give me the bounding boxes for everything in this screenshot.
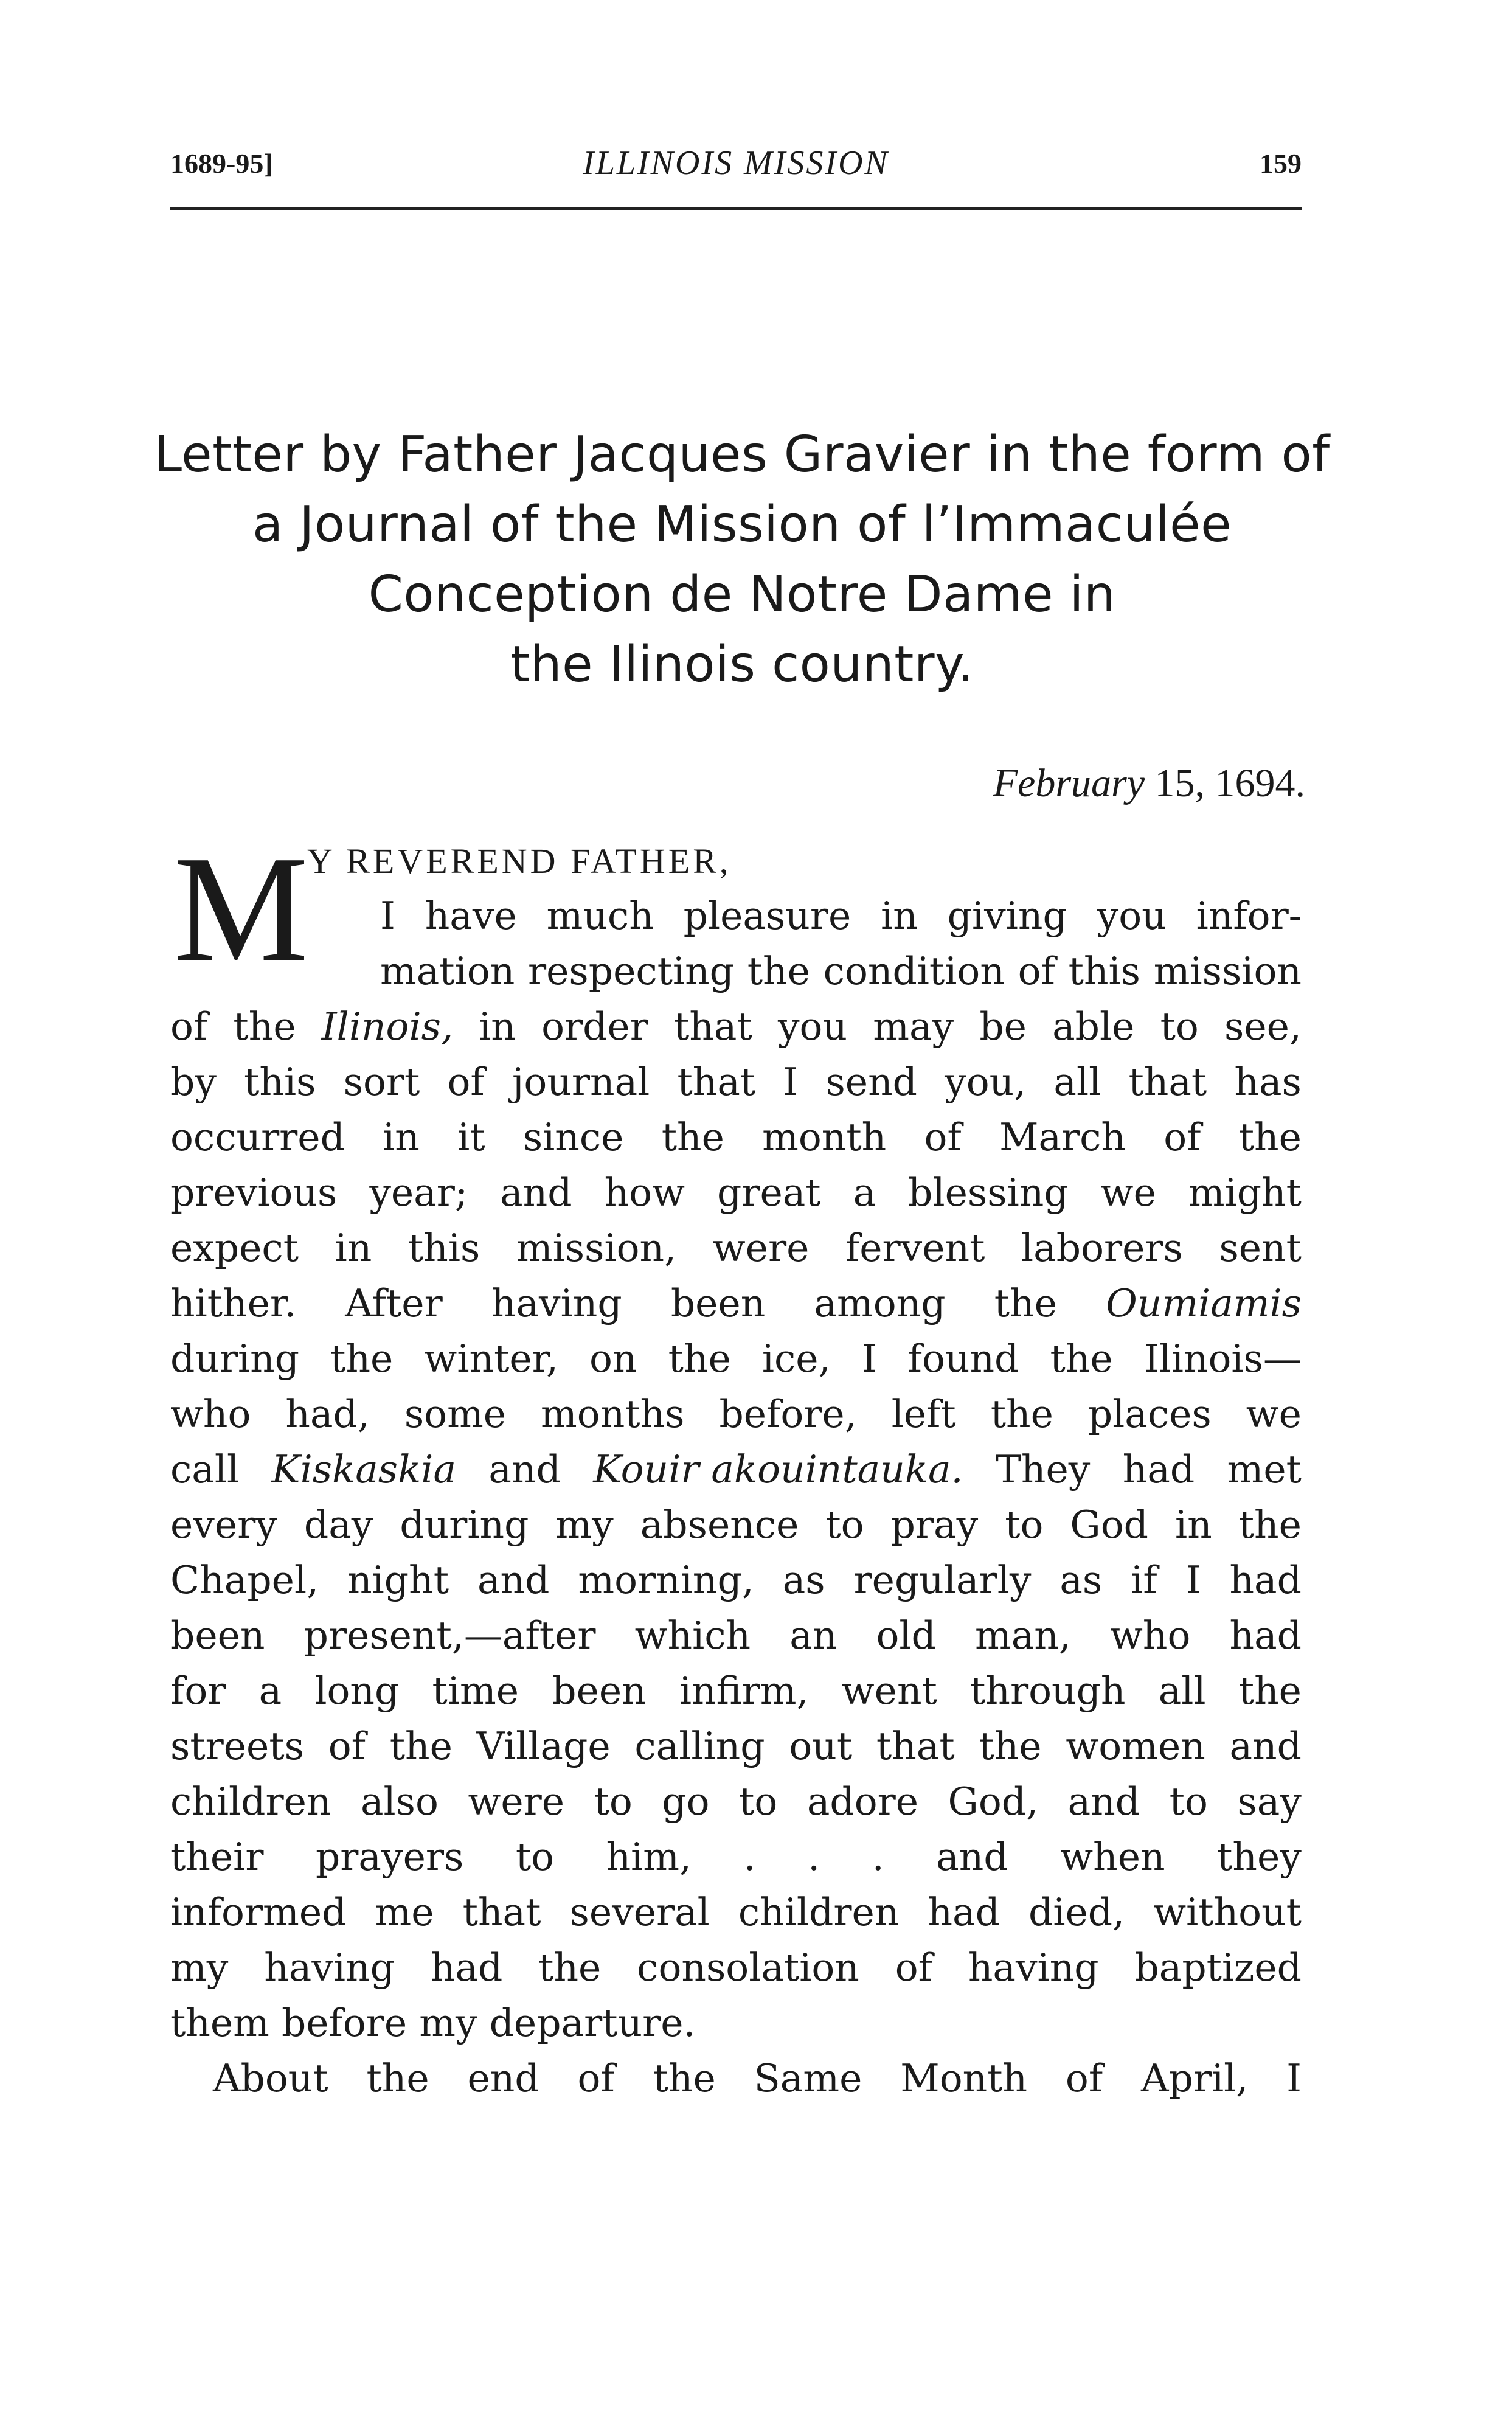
word: mission <box>1153 949 1302 993</box>
word: time <box>432 1669 519 1713</box>
word: I <box>380 894 395 938</box>
word: March <box>999 1115 1126 1159</box>
word: have <box>425 894 517 938</box>
word: the <box>1238 1115 1302 1159</box>
word: the <box>653 2056 716 2101</box>
word: every <box>170 1503 277 1547</box>
text-line <box>170 1718 1302 1774</box>
word: much <box>546 894 654 938</box>
word: old <box>876 1613 936 1658</box>
word: of <box>1018 949 1055 993</box>
word: infor- <box>1196 894 1302 938</box>
word: About <box>213 2056 328 2101</box>
word: informed <box>170 1890 347 1934</box>
word: months <box>541 1392 685 1436</box>
text-line <box>170 1608 1302 1663</box>
word: of <box>1163 1115 1201 1159</box>
word: go <box>662 1779 710 1824</box>
word: great <box>717 1170 821 1215</box>
word: my <box>555 1503 614 1547</box>
word: to <box>1160 1004 1199 1049</box>
word: my <box>170 1945 229 1990</box>
text-line <box>170 1940 1302 1995</box>
word: among <box>814 1281 946 1326</box>
word: year; <box>369 1170 468 1215</box>
word: journal <box>512 1060 650 1104</box>
body-text <box>170 888 1302 2106</box>
word: Chapel, <box>170 1558 319 1602</box>
text-line <box>170 1774 1302 1829</box>
word: call <box>170 1447 240 1492</box>
word: by <box>170 1060 217 1104</box>
text-line <box>170 1331 1302 1386</box>
word: it <box>457 1115 485 1159</box>
word: mation <box>380 949 515 993</box>
word: calling <box>634 1724 765 1768</box>
word: also <box>360 1779 439 1824</box>
word: God, <box>948 1779 1039 1824</box>
word: a <box>853 1170 876 1215</box>
word: of <box>1065 2056 1103 2101</box>
text-line <box>170 1276 1302 1331</box>
word: the <box>389 1724 453 1768</box>
word: the <box>366 2056 429 2101</box>
word: women <box>1066 1724 1205 1768</box>
word: morning, <box>578 1558 754 1602</box>
word: were <box>468 1779 565 1824</box>
word: mission, <box>516 1226 677 1270</box>
dateline-day-year: 15, 1694. <box>1154 761 1305 805</box>
word: and <box>1229 1724 1302 1768</box>
word: had <box>1229 1558 1302 1602</box>
word: infirm, <box>679 1669 809 1713</box>
word: left <box>891 1392 956 1436</box>
word: and <box>500 1170 572 1215</box>
word: we <box>1100 1170 1156 1215</box>
word: prayers <box>315 1835 464 1879</box>
word: order <box>541 1004 648 1049</box>
word: God <box>1070 1503 1149 1547</box>
word: the <box>1238 1503 1302 1547</box>
text-line <box>170 1165 1302 1220</box>
word: the <box>233 1004 296 1049</box>
text-line <box>170 2051 1302 2106</box>
text-line <box>170 1054 1302 1110</box>
word: in <box>383 1115 420 1159</box>
word: him, <box>606 1835 692 1879</box>
word: to <box>515 1835 555 1879</box>
word: children <box>738 1890 900 1934</box>
word: before, <box>719 1392 857 1436</box>
word: I <box>783 1060 799 1104</box>
word: absence <box>640 1503 799 1547</box>
word: the <box>747 949 810 993</box>
word: to <box>594 1779 633 1824</box>
word: baptized <box>1134 1945 1302 1990</box>
word: places <box>1087 1392 1212 1436</box>
word: streets <box>170 1724 304 1768</box>
word: their <box>170 1835 264 1879</box>
word: been <box>670 1281 766 1326</box>
title-line-2: a Journal of the Mission of l’Immaculée <box>252 496 1232 554</box>
text-line <box>170 999 1302 1054</box>
word: the <box>1238 1669 1302 1713</box>
word: this <box>407 1226 480 1270</box>
word: you <box>777 1004 848 1049</box>
header-page-number: 159 <box>1260 148 1302 179</box>
word: that <box>876 1724 955 1768</box>
word: to <box>825 1503 864 1547</box>
word: of <box>577 2056 615 2101</box>
word: in <box>335 1226 372 1270</box>
word: during <box>170 1336 300 1381</box>
word: may <box>873 1004 954 1049</box>
word: consolation <box>637 1945 859 1990</box>
word: They <box>995 1447 1091 1492</box>
word: who <box>1109 1613 1191 1658</box>
word: the <box>990 1392 1053 1436</box>
word: during <box>400 1503 529 1547</box>
word: and <box>1067 1779 1140 1824</box>
text-line <box>170 1885 1302 1940</box>
word: of <box>447 1060 485 1104</box>
word: Village <box>476 1724 611 1768</box>
word: you <box>1097 894 1167 938</box>
word: the <box>661 1115 724 1159</box>
word: you, <box>945 1060 1027 1104</box>
word: I <box>1185 1558 1201 1602</box>
word: having <box>264 1945 395 1990</box>
word: children <box>170 1779 331 1824</box>
word: been <box>552 1669 647 1713</box>
word: the <box>538 1945 602 1990</box>
word: Same <box>754 2056 862 2101</box>
word: found <box>907 1336 1019 1381</box>
word: . <box>743 1835 756 1879</box>
word: sent <box>1219 1226 1302 1270</box>
word: respecting <box>528 949 735 993</box>
word: . <box>872 1835 884 1879</box>
word: they <box>1217 1835 1302 1879</box>
word: met <box>1227 1447 1302 1492</box>
italic-word: Kouir akouintauka. <box>593 1447 963 1492</box>
word: me <box>375 1890 434 1934</box>
word: adore <box>806 1779 919 1824</box>
word: the <box>330 1336 394 1381</box>
word: of <box>924 1115 962 1159</box>
text-line <box>170 1386 1302 1442</box>
word: when <box>1060 1835 1165 1879</box>
word: and <box>477 1558 550 1602</box>
word: the <box>979 1724 1042 1768</box>
word: hither. <box>170 1281 297 1326</box>
word: to <box>739 1779 778 1824</box>
word: since <box>522 1115 624 1159</box>
word: had <box>430 1945 503 1990</box>
word: to <box>1005 1503 1044 1547</box>
word: through <box>970 1669 1126 1713</box>
word: After <box>345 1281 443 1326</box>
word: sort <box>343 1060 420 1104</box>
word: if <box>1131 1558 1157 1602</box>
word: to <box>1169 1779 1208 1824</box>
word: went <box>841 1669 937 1713</box>
word: that <box>1128 1060 1207 1104</box>
word: which <box>634 1613 751 1658</box>
word: say <box>1237 1779 1302 1824</box>
text-line <box>170 1442 1302 1497</box>
text-line <box>170 1110 1302 1165</box>
header-running-title: ILLINOIS MISSION <box>583 144 889 182</box>
word: had <box>928 1890 1000 1934</box>
italic-word: Kiskaskia <box>271 1447 457 1492</box>
word: that <box>677 1060 756 1104</box>
word: all <box>1158 1669 1206 1713</box>
text-line <box>170 1663 1302 1718</box>
word: I <box>1286 2056 1302 2101</box>
word: and <box>488 1447 561 1492</box>
word: previous <box>170 1170 338 1215</box>
word: all <box>1053 1060 1101 1104</box>
word: has <box>1234 1060 1302 1104</box>
word: several <box>569 1890 710 1934</box>
word: be <box>979 1004 1027 1049</box>
word: the <box>668 1336 731 1381</box>
header-years: 1689-95] <box>170 148 273 179</box>
word: some <box>404 1392 507 1436</box>
title-line-3: Conception de Notre Dame in <box>368 566 1116 624</box>
word: I <box>861 1336 877 1381</box>
word: occurred <box>170 1115 345 1159</box>
word: laborers <box>1021 1226 1183 1270</box>
word: long <box>314 1669 400 1713</box>
word: month <box>762 1115 887 1159</box>
word: we <box>1246 1392 1302 1436</box>
word: end <box>467 2056 539 2101</box>
word: fervent <box>845 1226 985 1270</box>
word: ice, <box>761 1336 831 1381</box>
word: for <box>170 1669 226 1713</box>
word: pleasure <box>683 894 851 938</box>
word: of <box>170 1004 208 1049</box>
dateline <box>993 760 1305 807</box>
word: night <box>347 1558 449 1602</box>
word: in <box>479 1004 516 1049</box>
word: having <box>968 1945 1099 1990</box>
text-line <box>170 1829 1302 1885</box>
word: this <box>1068 949 1141 993</box>
text-line <box>170 1995 1302 2051</box>
text-line <box>170 943 1302 999</box>
drop-cap: M <box>173 825 309 993</box>
word: had <box>1229 1613 1302 1658</box>
word: expect <box>170 1226 299 1270</box>
word: present,—after <box>303 1613 596 1658</box>
salutation: Y REVEREND FATHER, <box>307 841 732 881</box>
italic-word: Ilinois, <box>321 1004 453 1049</box>
word: in <box>881 894 918 938</box>
text-line <box>170 888 1302 943</box>
title-line-1: Letter by Father Jacques Gravier in the form of <box>154 426 1330 484</box>
word: an <box>789 1613 837 1658</box>
word: in <box>1175 1503 1212 1547</box>
word: blessing <box>908 1170 1069 1215</box>
word: Month <box>900 2056 1028 2101</box>
paragraph-end: them before my departure. <box>170 2001 696 2045</box>
word: of <box>895 1945 932 1990</box>
word: how <box>604 1170 685 1215</box>
word: having <box>491 1281 622 1326</box>
letter-title <box>146 420 1338 700</box>
running-header <box>170 141 1302 190</box>
word: had <box>1122 1447 1195 1492</box>
word: this <box>244 1060 316 1104</box>
word: had, <box>285 1392 370 1436</box>
word: been <box>170 1613 265 1658</box>
word: regularly <box>853 1558 1032 1602</box>
dateline-month: February <box>993 761 1145 805</box>
word: man, <box>974 1613 1071 1658</box>
word: and <box>936 1835 1008 1879</box>
word: see, <box>1224 1004 1302 1049</box>
word: Ilinois— <box>1143 1336 1302 1381</box>
word: of <box>328 1724 366 1768</box>
word: April, <box>1141 2056 1249 2101</box>
word: who <box>170 1392 251 1436</box>
word: a <box>258 1669 282 1713</box>
text-line <box>170 1220 1302 1276</box>
word: on <box>589 1336 637 1381</box>
word: . <box>808 1835 820 1879</box>
word: the <box>994 1281 1057 1326</box>
word: that <box>462 1890 541 1934</box>
word: out <box>789 1724 853 1768</box>
word: condition <box>823 949 1005 993</box>
word: able <box>1052 1004 1135 1049</box>
italic-word: Oumiamis <box>1106 1281 1302 1326</box>
word: as <box>1059 1558 1103 1602</box>
word: winter, <box>424 1336 558 1381</box>
word: day <box>303 1503 373 1547</box>
word: without <box>1153 1890 1302 1934</box>
word: died, <box>1028 1890 1125 1934</box>
text-line <box>170 1497 1302 1552</box>
word: as <box>782 1558 825 1602</box>
header-rule <box>170 207 1302 210</box>
word: the <box>1050 1336 1113 1381</box>
word: might <box>1188 1170 1302 1215</box>
word: were <box>712 1226 810 1270</box>
word: giving <box>947 894 1067 938</box>
title-line-4: the Ilinois country. <box>510 636 974 693</box>
word: that <box>674 1004 752 1049</box>
word: pray <box>890 1503 979 1547</box>
text-line <box>170 1552 1302 1608</box>
word: send <box>825 1060 917 1104</box>
